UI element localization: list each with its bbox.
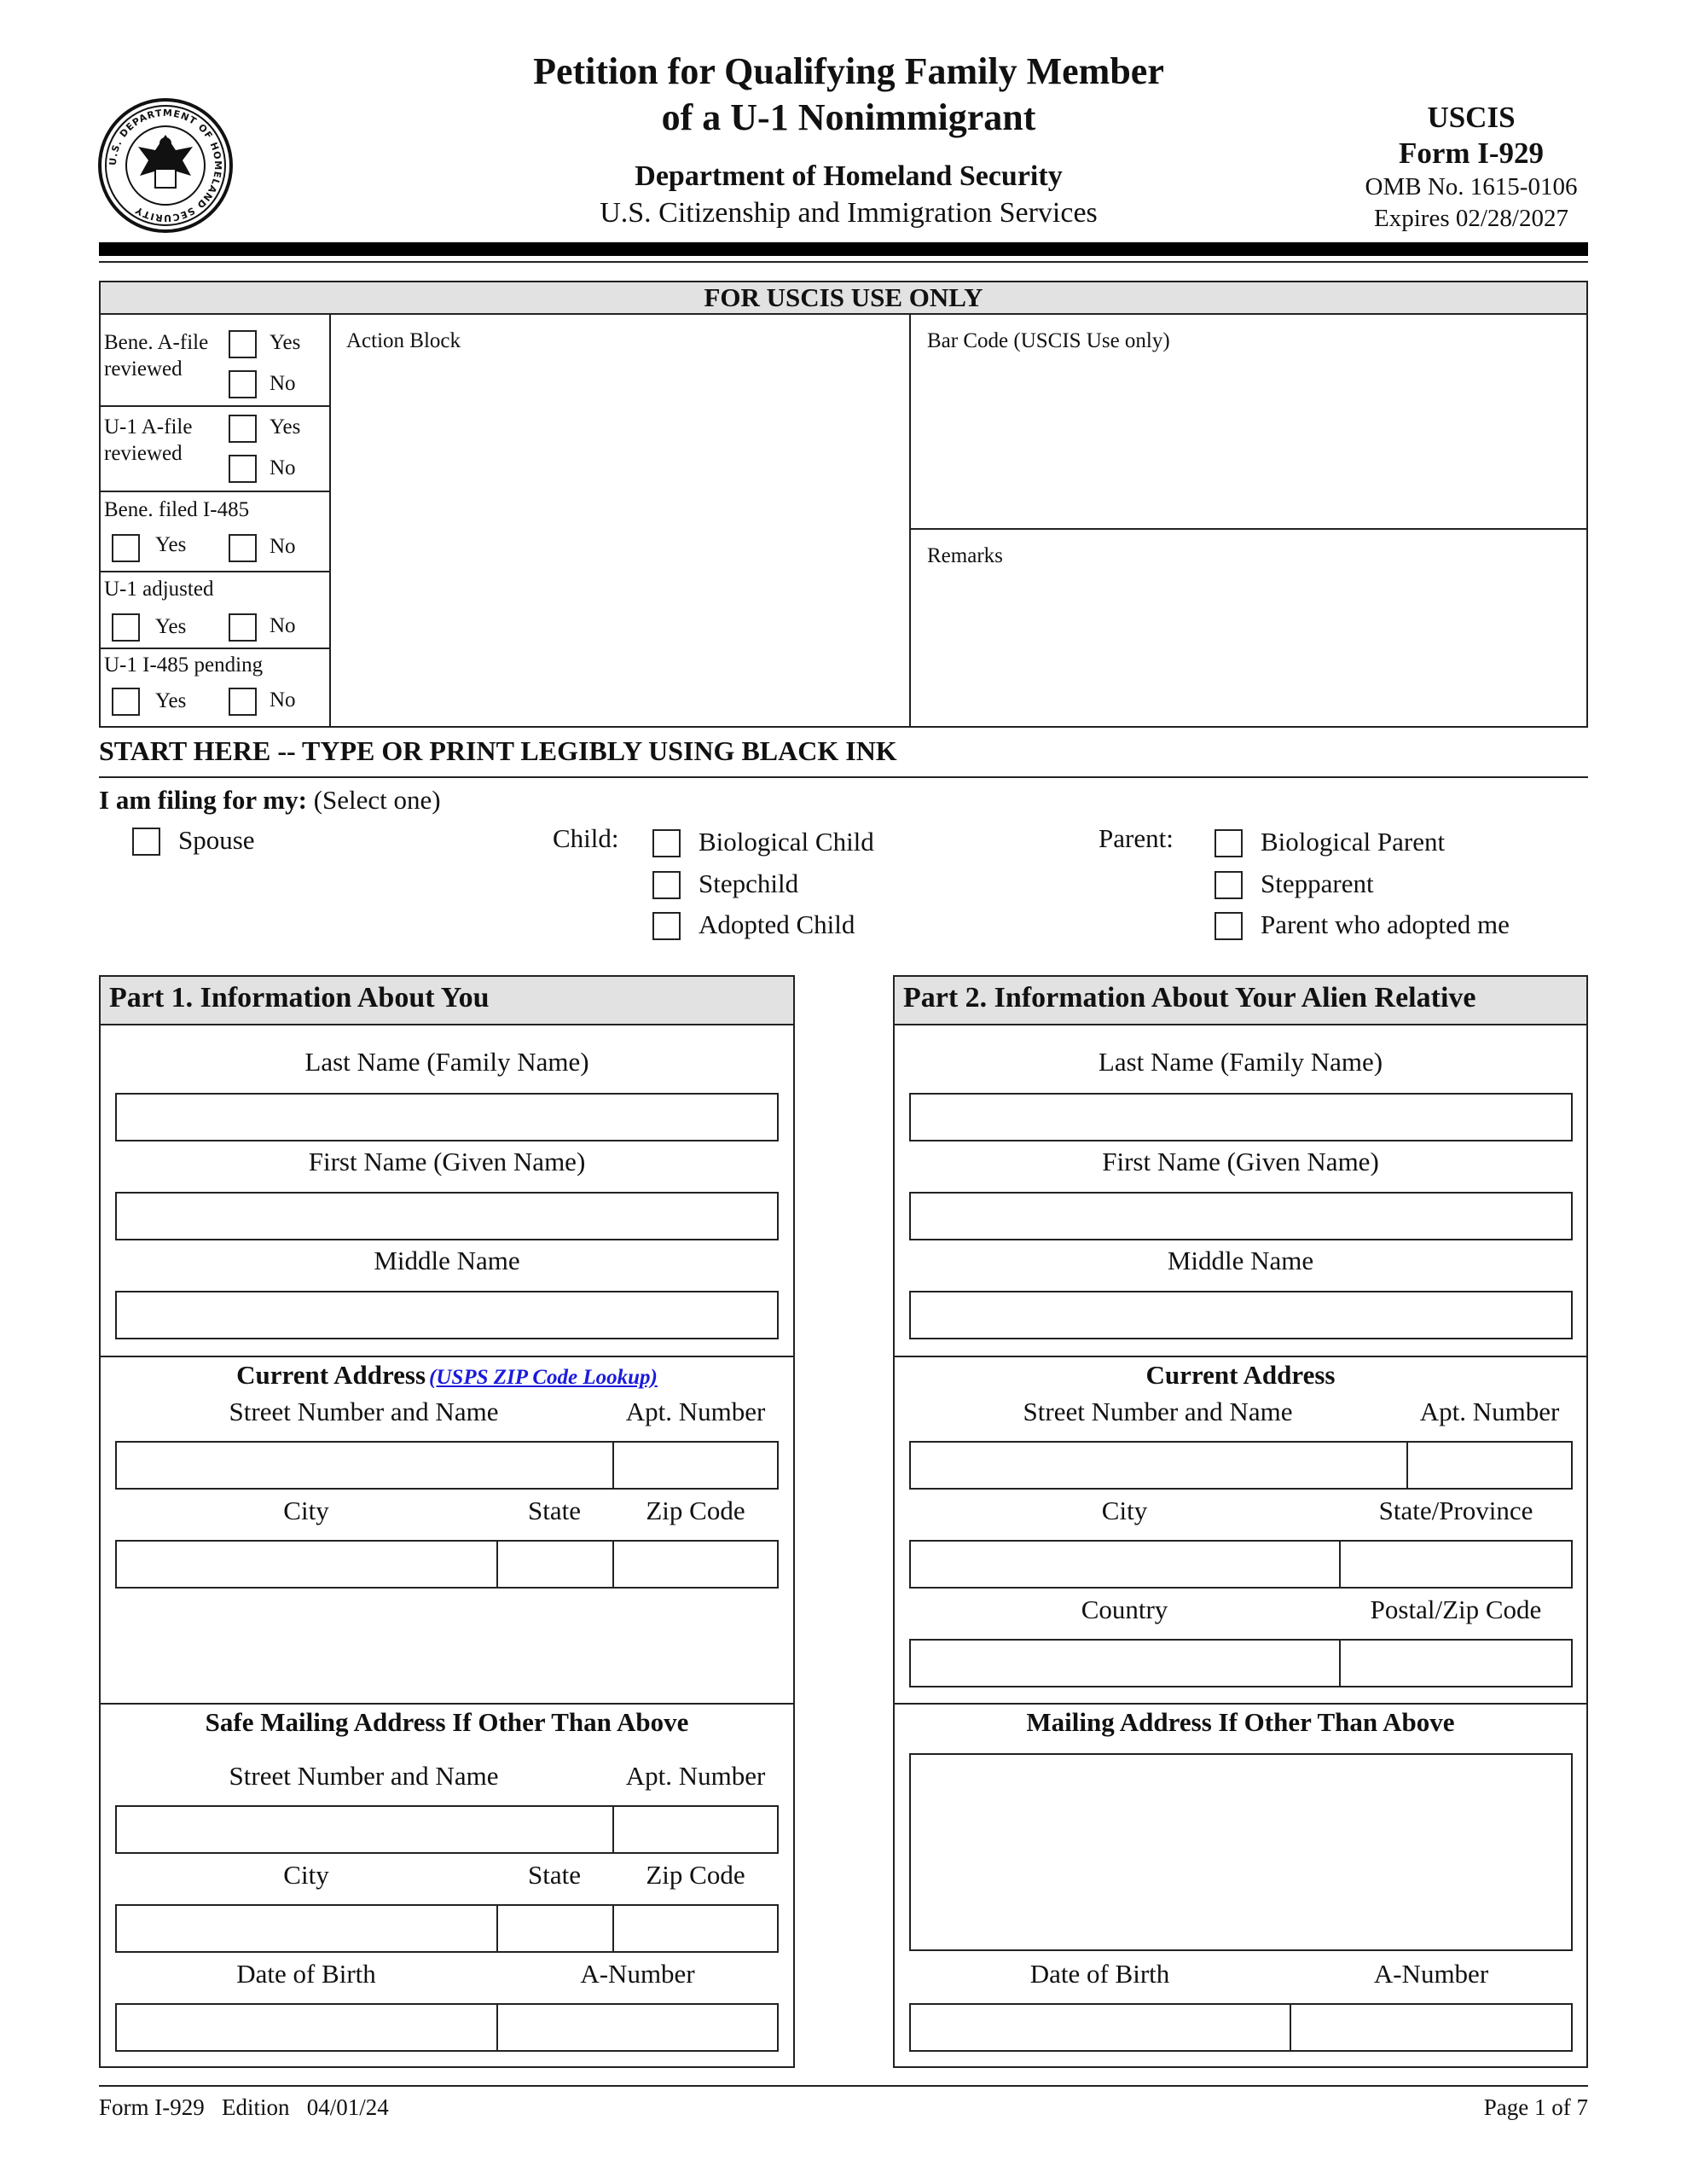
filing-for-label [99,785,441,816]
stepchild-label: Stepchild [699,868,799,898]
stepparent-label: Stepparent [1261,868,1374,898]
uscis-use-box [99,281,1588,728]
footer-page-number: Page 1 of 7 [1483,2094,1588,2120]
u1-pending-yes-label: Yes [155,689,187,712]
bene-afile-yes-checkbox[interactable] [229,330,257,358]
agency-short: USCIS [1427,101,1516,134]
p1-city-field[interactable] [115,1540,498,1589]
part2-title: Part 2. Information About Your Alien Relative [903,982,1476,1014]
bene-filed-no-label: No [270,535,296,558]
adoptive-parent-checkbox[interactable] [1215,912,1243,940]
p1-mail-city-field[interactable] [115,1904,498,1953]
p2-mailing-heading: Mailing Address If Other Than Above [1026,1707,1455,1737]
form-title-line2: of a U-1 Nonimmigrant [661,96,1036,138]
p2-dob-field[interactable] [909,2003,1291,2052]
p2-last-name-field[interactable] [909,1093,1573,1141]
u1-afile-no-label: No [270,456,296,479]
p2-country-field[interactable] [909,1639,1341,1687]
p1-section-divider [99,1703,795,1705]
p1-dob-label: Date of Birth [236,1959,376,1989]
uscis-col-divider-1 [329,313,331,727]
p1-mail-state-field[interactable] [496,1904,614,1953]
p2-state-province-label: State/Province [1378,1496,1533,1525]
parent-label: Parent: [1099,823,1174,853]
u1-adjusted-no-checkbox[interactable] [229,613,257,642]
p1-mail-apt-label: Apt. Number [625,1761,766,1791]
header-rule-thick [99,242,1588,256]
p1-mail-state-label: State [528,1860,581,1890]
stepparent-checkbox[interactable] [1215,871,1243,899]
biological-child-label: Biological Child [699,827,874,857]
u1-adjusted-yes-label: Yes [155,615,187,638]
footer-edition-date: 04/01/24 [306,2094,389,2120]
spouse-checkbox[interactable] [132,828,160,856]
p1-street-field[interactable] [115,1441,614,1490]
p2-first-name-field[interactable] [909,1192,1573,1240]
agency-name: U.S. Citizenship and Immigration Services [600,197,1098,229]
p1-dob-field[interactable] [115,2003,498,2052]
p1-middle-name-field[interactable] [115,1291,779,1339]
bene-afile-yes-label: Yes [270,331,301,354]
p1-last-name-label: Last Name (Family Name) [304,1047,589,1077]
u1-afile-reviewed-label: reviewed [104,442,183,465]
filing-for-bold: I am filing for my: [99,785,307,815]
p2-city-field[interactable] [909,1540,1341,1589]
p1-a-number-field[interactable] [496,2003,779,2052]
biological-parent-label: Biological Parent [1261,827,1446,857]
p2-street-field[interactable] [909,1441,1408,1490]
uscis-row-divider [99,491,331,492]
p2-dob-label: Date of Birth [1029,1959,1170,1989]
p2-middle-name-field[interactable] [909,1291,1573,1339]
expiration-date: Expires 02/28/2027 [1374,205,1568,232]
u1-afile-yes-label: Yes [270,415,301,439]
uscis-barcode-divider [909,528,1588,530]
footer-form-info [99,2094,389,2121]
p1-zip-label: Zip Code [646,1496,745,1525]
start-here-rule [99,776,1588,778]
p2-a-number-field[interactable] [1290,2003,1573,2052]
uscis-use-header [101,282,1586,315]
bene-afile-no-checkbox[interactable] [229,370,257,398]
p2-a-number-label: A-Number [1373,1959,1489,1989]
part1-header [101,977,793,1025]
p2-city-label: City [1101,1496,1148,1525]
dhs-seal [97,97,234,234]
spouse-label: Spouse [178,825,255,855]
adoptive-parent-label: Parent who adopted me [1261,909,1510,939]
bene-afile-reviewed-label: reviewed [104,357,183,380]
p2-street-label: Street Number and Name [1023,1397,1293,1426]
form-number: Form I-929 [1398,136,1545,170]
bene-filed-yes-label: Yes [155,533,187,556]
svg-text:U.S. DEPARTMENT OF HOMELAND SE: U.S. DEPARTMENT OF HOMELAND SECURITY [107,107,224,224]
bene-filed-yes-checkbox[interactable] [112,534,140,562]
p1-section-divider [99,1356,795,1357]
p2-current-address-heading: Current Address [1145,1360,1336,1390]
u1-pending-no-checkbox[interactable] [229,688,257,716]
p1-mail-zip-field[interactable] [612,1904,779,1953]
stepchild-checkbox[interactable] [652,871,681,899]
p1-first-name-label: First Name (Given Name) [308,1147,586,1176]
p2-apt-label: Apt. Number [1419,1397,1560,1426]
u1-adjusted-label: U-1 adjusted [104,578,214,601]
footer-form-number: Form I-929 [99,2094,205,2120]
p1-mail-zip-label: Zip Code [646,1860,745,1890]
p2-section-divider [893,1703,1588,1705]
remarks-label: Remarks [927,544,1003,567]
p2-country-label: Country [1081,1594,1168,1624]
usps-zip-lookup-link[interactable]: (USPS ZIP Code Lookup) [429,1366,658,1389]
p1-mail-city-label: City [283,1860,329,1890]
uscis-row-divider [99,571,331,572]
p2-first-name-label: First Name (Given Name) [1102,1147,1379,1176]
footer-rule [99,2085,1588,2087]
p1-state-field[interactable] [496,1540,614,1589]
p1-safe-mailing-heading: Safe Mailing Address If Other Than Above [205,1707,689,1737]
filing-for-select-one: (Select one) [306,785,441,815]
u1-pending-label: U-1 I-485 pending [104,653,264,677]
p1-city-label: City [283,1496,329,1525]
p1-a-number-label: A-Number [580,1959,695,1989]
header-rule-thin [99,261,1588,263]
p1-current-address-label: Current Address [236,1360,426,1390]
p1-apt-field[interactable] [612,1441,779,1490]
start-here-instruction: START HERE -- TYPE OR PRINT LEGIBLY USING BLACK INK [99,735,897,766]
form-title-line1: Petition for Qualifying Family Member [533,50,1164,92]
u1-adjusted-no-label: No [270,614,296,637]
adopted-child-checkbox[interactable] [652,912,681,940]
bene-afile-no-label: No [270,372,296,395]
p2-postal-field[interactable] [1339,1639,1573,1687]
adopted-child-label: Adopted Child [699,909,855,939]
p1-state-label: State [528,1496,581,1525]
u1-adjusted-yes-checkbox[interactable] [112,613,140,642]
p1-current-address-heading [99,1360,795,1391]
part2-header [895,977,1586,1025]
omb-number: OMB No. 1615-0106 [1365,173,1578,200]
u1-afile-no-checkbox[interactable] [229,455,257,483]
p2-middle-name-label: Middle Name [1167,1246,1314,1275]
p1-mail-apt-field[interactable] [612,1805,779,1854]
p1-middle-name-label: Middle Name [374,1246,520,1275]
p1-last-name-field[interactable] [115,1093,779,1141]
child-label: Child: [553,823,619,853]
u1-pending-no-label: No [270,688,296,712]
uscis-row-divider [99,648,331,649]
footer-edition-label: Edition [222,2094,290,2120]
u1-afile-yes-checkbox[interactable] [229,415,257,443]
bene-filed-i485-label: Bene. filed I-485 [104,498,250,521]
bene-afile-label: Bene. A-file [104,331,209,354]
biological-parent-checkbox[interactable] [1215,829,1243,857]
u1-afile-label: U-1 A-file [104,415,193,439]
p1-mail-street-field[interactable] [115,1805,614,1854]
action-block-label: Action Block [346,329,461,352]
p2-state-province-field[interactable] [1339,1540,1573,1589]
u1-pending-yes-checkbox[interactable] [112,688,140,716]
department-name: Department of Homeland Security [635,160,1063,192]
uscis-col-divider-2 [909,313,911,727]
p2-mailing-address-field[interactable] [909,1753,1573,1951]
p1-apt-label: Apt. Number [625,1397,766,1426]
part1-title: Part 1. Information About You [109,982,490,1014]
p2-last-name-label: Last Name (Family Name) [1098,1047,1383,1077]
bene-filed-no-checkbox[interactable] [229,534,257,562]
p2-section-divider [893,1356,1588,1357]
p2-apt-field[interactable] [1406,1441,1573,1490]
bar-code-label: Bar Code (USCIS Use only) [927,329,1170,352]
p1-street-label: Street Number and Name [229,1397,499,1426]
p2-postal-label: Postal/Zip Code [1370,1594,1542,1624]
biological-child-checkbox[interactable] [652,829,681,857]
uscis-use-title: FOR USCIS USE ONLY [704,282,983,312]
p1-zip-field[interactable] [612,1540,779,1589]
p1-mail-street-label: Street Number and Name [229,1761,499,1791]
uscis-row-divider [99,405,331,407]
p1-first-name-field[interactable] [115,1192,779,1240]
